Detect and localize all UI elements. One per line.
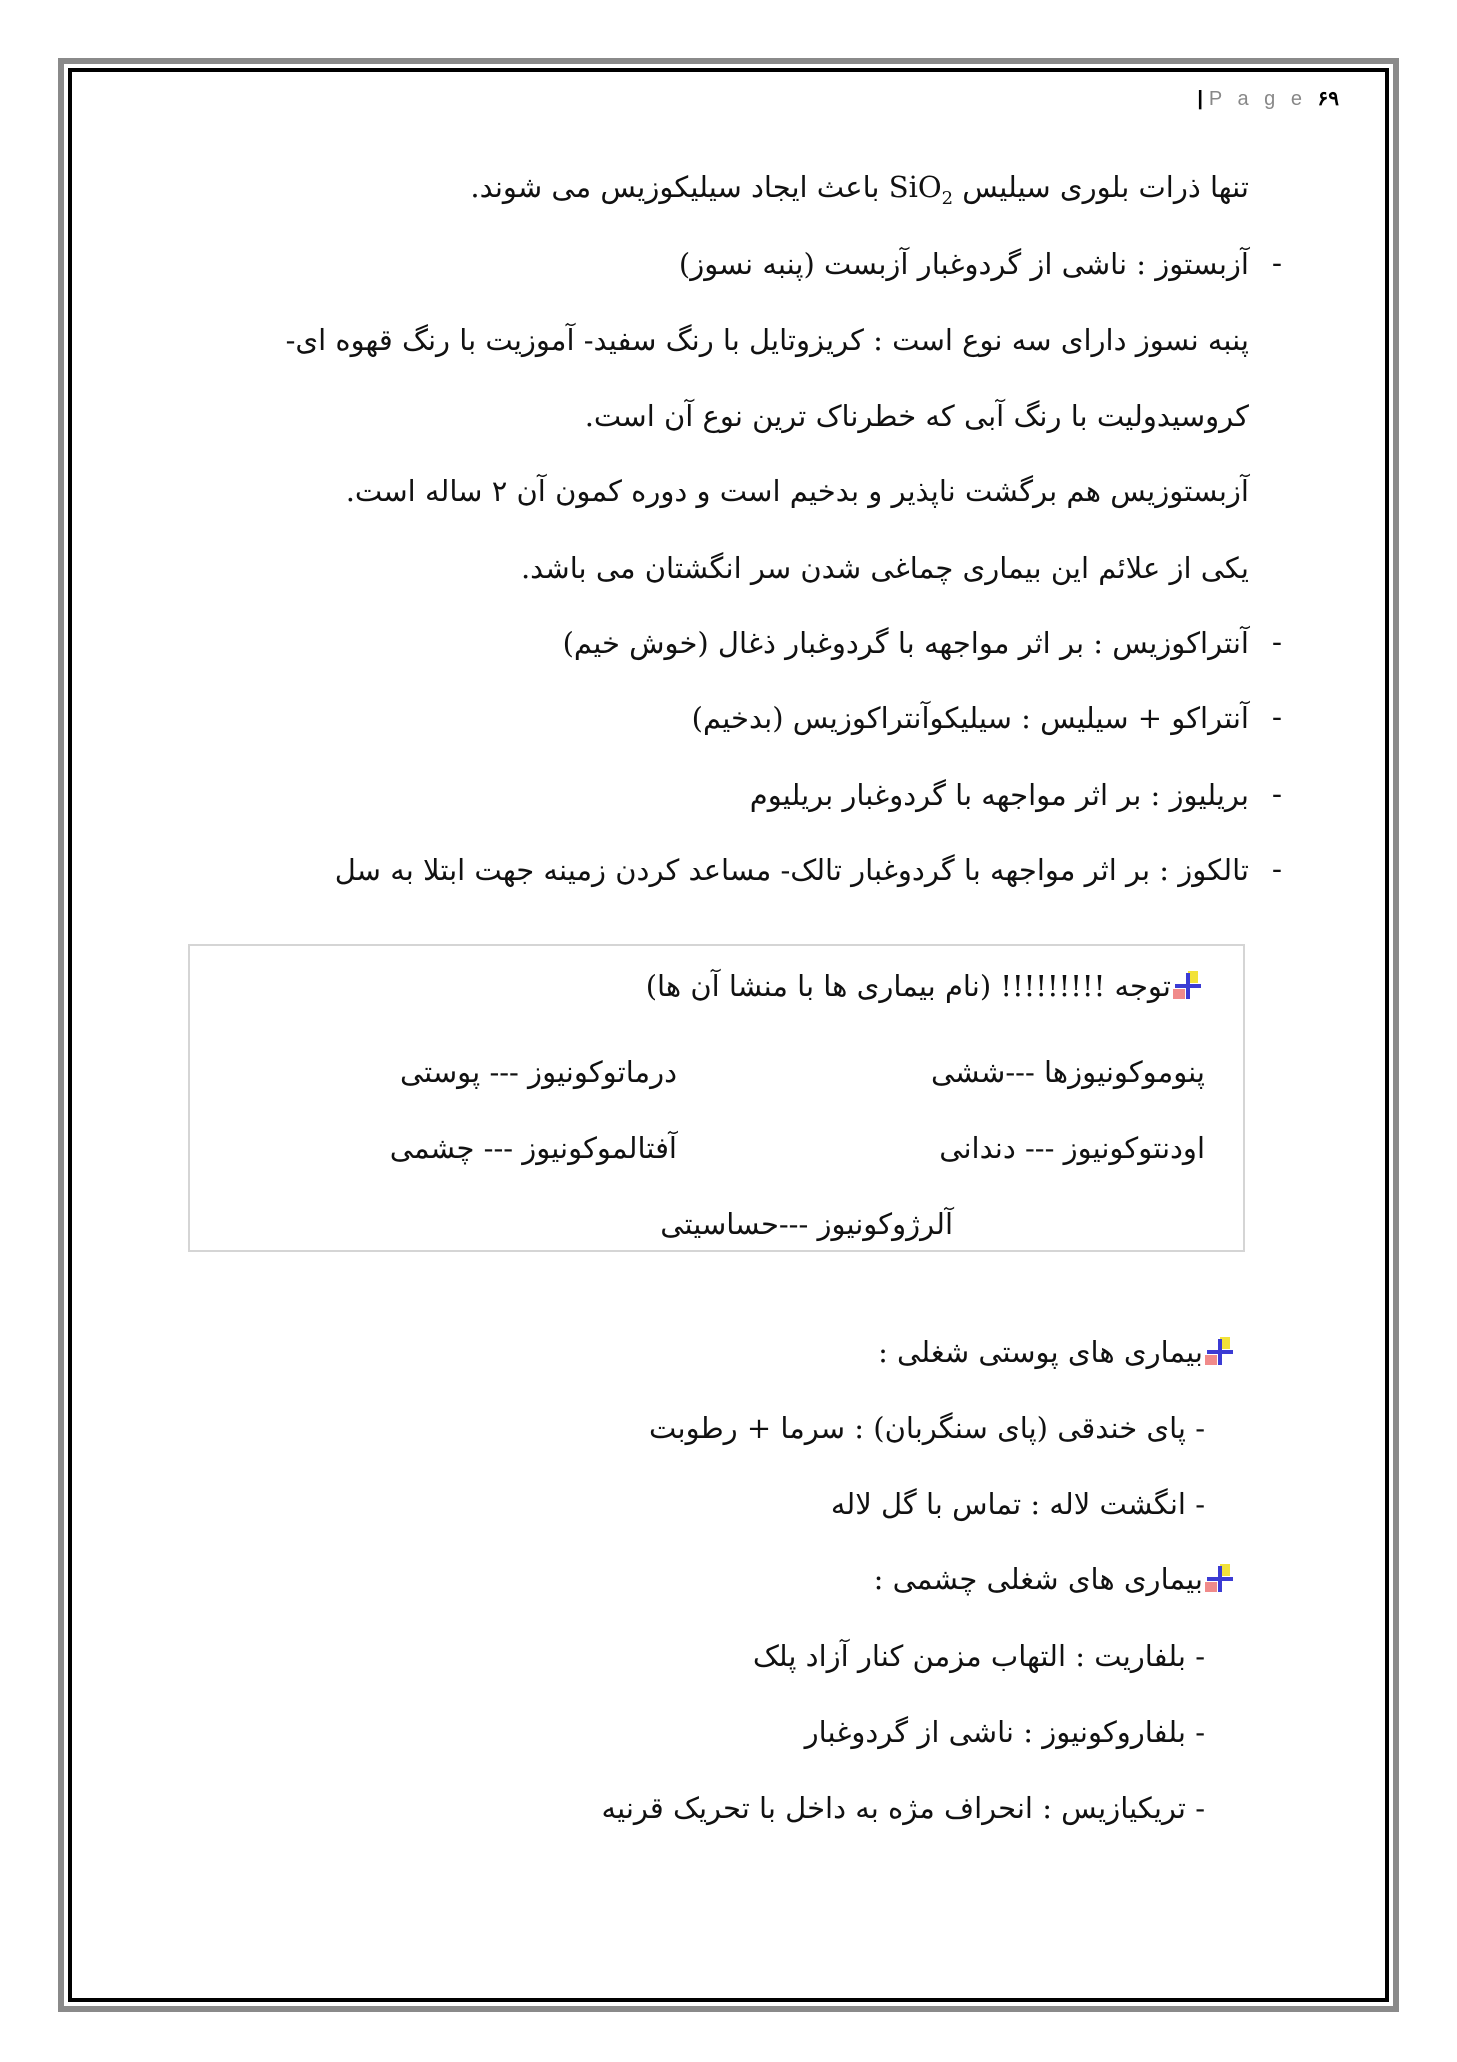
tulip-finger-line: - انگشت لاله : تماس با گل لاله: [830, 1487, 1205, 1521]
trichiasis-line: - تریکیازیس : انحراف مژه به داخل با تحریک قرنیه: [601, 1791, 1205, 1825]
plus-sparkle-icon: [1205, 1564, 1235, 1594]
formula-sub: 2: [941, 187, 954, 209]
anthracosis-line: آنتراکوزیس : بر اثر مواجهه با گردوغبار ذغال (خوش خیم): [562, 626, 1249, 660]
line1-before: تنها ذرات بلوری سیلیس: [953, 170, 1249, 204]
talcosis-line: تالکوز : بر اثر مواجهه با گردوغبار تالک- مساعد کردن زمینه جهت ابتلا به سل: [334, 853, 1249, 887]
formula-main: SiO: [888, 170, 942, 204]
plus-sparkle-icon: [1173, 971, 1203, 1001]
berylliosis-line: بریلیوز : بر اثر مواجهه با گردوغبار بریلیوم: [749, 778, 1249, 812]
bullet-dash: -: [1271, 777, 1283, 812]
sio2-formula: [888, 170, 954, 209]
clubbing-note-line: یکی از علائم این بیماری چماغی شدن سر انگشتان می باشد.: [520, 551, 1249, 585]
bullet-dash: -: [1271, 852, 1283, 887]
note-ophthalmoconiosis: آفتالموکونیوز --- چشمی: [389, 1131, 677, 1165]
silicoanthracosis-line: آنتراکو + سیلیس : سیلیکوآنتراکوزیس (بدخیم): [691, 701, 1249, 735]
skin-section-heading: بیماری های پوستی شغلی :: [878, 1335, 1203, 1369]
blepharoconiosis-line: - بلفاروکونیوز : ناشی از گردوغبار: [804, 1715, 1205, 1749]
line1-after: باعث ایجاد سیلیکوزیس می شوند.: [470, 170, 889, 204]
silicosis-line: [470, 167, 1249, 219]
asbestos-types-line-1: پنبه نسوز دارای سه نوع است : کریزوتایل با رنگ سفید- آموزیت با رنگ قهوه ای-: [285, 323, 1249, 357]
blepharitis-line: - بلفاریت : التهاب مزمن کنار آزاد پلک: [752, 1639, 1205, 1673]
eye-section-heading: بیماری های شغلی چشمی :: [873, 1562, 1203, 1596]
note-allergoconiosis: آلرژوکونیوز ---حساسیتی: [660, 1207, 953, 1241]
asbestosis-line: آزبستوز : ناشی از گردوغبار آزبست (پنبه نسوز): [678, 247, 1249, 281]
note-odontoconiosis: اودنتوکونیوز --- دندانی: [939, 1131, 1205, 1165]
page-label: P a g e: [1208, 88, 1307, 110]
page-number-value: ۶۹: [1317, 88, 1339, 110]
asbestos-types-line-2: کروسیدولیت با رنگ آبی که خطرناک ترین نوع آن است.: [584, 399, 1249, 433]
note-dermatoconiosis: درماتوکونیوز --- پوستی: [399, 1055, 677, 1089]
bullet-dash: -: [1271, 625, 1283, 660]
bullet-dash: -: [1271, 700, 1283, 735]
trench-foot-line: - پای خندقی (پای سنگربان) : سرما + رطوبت: [649, 1411, 1205, 1445]
plus-sparkle-icon: [1205, 1337, 1235, 1367]
page-number: | P a g e ۶۹: [1197, 88, 1339, 110]
bullet-dash: -: [1271, 246, 1283, 281]
note-pneumoconiosis: پنوموکونیوزها ---ششی: [931, 1055, 1205, 1089]
asbestosis-note-line: آزبستوزیس هم برگشت ناپذیر و بدخیم است و دوره کمون آن ۲ ساله است.: [345, 474, 1249, 508]
note-title: توجه !!!!!!!!! (نام بیماری ها با منشا آن ها): [645, 969, 1171, 1003]
